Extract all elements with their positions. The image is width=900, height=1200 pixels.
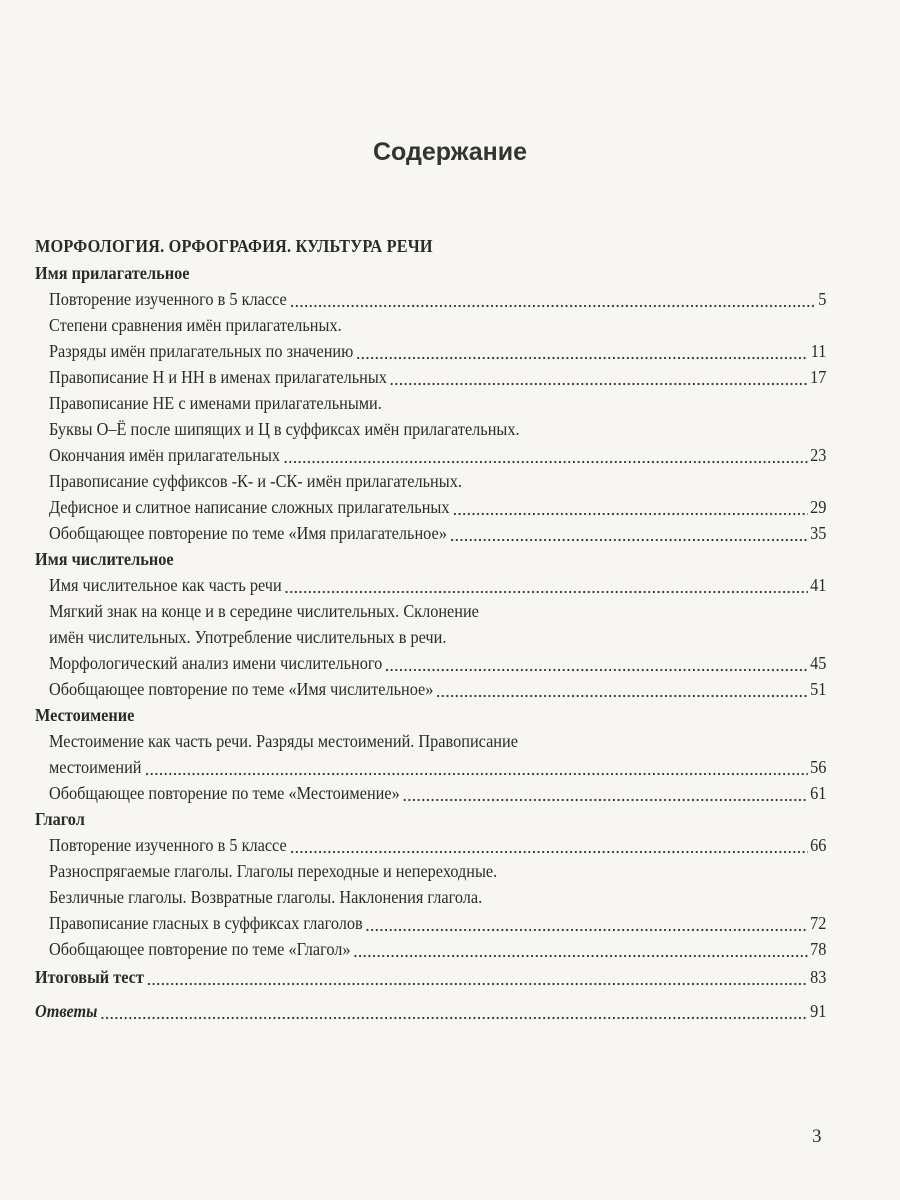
entry-page: 29 — [810, 497, 827, 517]
table-of-contents — [35, 232, 826, 1024]
entry-title: Имя числительное как часть речи — [48, 575, 282, 595]
entry-title: Морфологический анализ имени числительного — [48, 653, 383, 673]
entry-title: Разряды имён прилагательных по значению — [48, 341, 354, 361]
toc-entry — [35, 858, 826, 884]
page-number: 3 — [812, 1126, 822, 1147]
toc-entry[interactable] — [35, 572, 826, 598]
toc-entry[interactable] — [35, 832, 826, 858]
entry-title: Повторение изученного в 5 классе — [48, 835, 287, 855]
dot-leader — [147, 964, 808, 990]
entry-page: 5 — [818, 289, 827, 309]
entry-page: 45 — [810, 653, 827, 673]
entry-title: Обобщающее повторение по теме «Имя числительное» — [48, 679, 434, 699]
entry-title: Правописание НЕ с именами прилагательными. — [48, 393, 382, 413]
entry-title: Правописание гласных в суффиксах глаголов — [48, 913, 363, 933]
entry-title: Мягкий знак на конце и в середине числительных. Склонение — [48, 601, 479, 621]
section-heading: Местоимение — [35, 705, 135, 725]
toc-entry — [35, 390, 826, 416]
toc-entry[interactable] — [35, 936, 826, 962]
entry-title: Безличные глаголы. Возвратные глаголы. Наклонения глагола. — [48, 887, 483, 907]
toc-entry — [35, 468, 826, 494]
section-heading: Глагол — [35, 809, 85, 829]
entry-title: Местоимение как часть речи. Разряды местоимений. Правописание — [48, 731, 518, 751]
entry-title: имён числительных. Употребление числительных в речи. — [48, 627, 447, 647]
toc-entry — [35, 598, 826, 624]
entry-page: 23 — [810, 445, 827, 465]
toc-sections — [35, 260, 826, 962]
dot-leader — [353, 936, 807, 962]
entry-title: Степени сравнения имён прилагательных. — [48, 315, 342, 335]
entry-title: Обобщающее повторение по теме «Имя прилагательное» — [48, 523, 447, 543]
toc-entry — [35, 884, 826, 910]
entry-title: Обобщающее повторение по теме «Местоимение» — [48, 783, 400, 803]
entry-title: Правописание Н и НН в именах прилагательных — [48, 367, 387, 387]
entry-page: 35 — [810, 523, 827, 543]
toc-entry — [35, 416, 826, 442]
dot-leader — [144, 754, 807, 780]
dot-leader — [450, 520, 808, 546]
toc-entry — [35, 728, 826, 754]
toc-entry[interactable] — [35, 494, 826, 520]
page-title: Содержание — [372, 138, 528, 166]
toc-entry[interactable] — [35, 286, 826, 312]
section-heading: Имя прилагательное — [35, 263, 190, 283]
entry-title: Окончания имён прилагательных — [48, 445, 281, 465]
dot-leader — [284, 572, 807, 598]
entry-title: Разноспрягаемые глаголы. Глаголы переходные и непереходные. — [48, 861, 498, 881]
dot-leader — [289, 832, 807, 858]
entry-page: 91 — [810, 1001, 827, 1021]
dot-leader — [436, 676, 807, 702]
dot-leader — [356, 338, 808, 364]
dot-leader — [365, 910, 807, 936]
dot-leader — [452, 494, 807, 520]
toc-entry[interactable] — [35, 754, 826, 780]
entry-page: 61 — [810, 783, 827, 803]
toc-entry[interactable] — [35, 676, 826, 702]
entry-title: Буквы О–Ё после шипящих и Ц в суффиксах имён прилагательных. — [48, 419, 520, 439]
dot-leader — [390, 364, 808, 390]
entry-title: Итоговый тест — [35, 967, 144, 987]
toc-entry[interactable] — [35, 650, 826, 676]
dot-leader — [100, 998, 807, 1024]
toc-entry[interactable] — [35, 910, 826, 936]
part-heading: МОРФОЛОГИЯ. ОРФОГРАФИЯ. КУЛЬТУРА РЕЧИ — [35, 236, 433, 256]
entry-page: 41 — [810, 575, 827, 595]
entry-title: Правописание суффиксов -К- и -СК- имён прилагательных. — [48, 471, 462, 491]
entry-page: 66 — [810, 835, 827, 855]
toc-entry-final-test[interactable] — [35, 964, 826, 990]
section-heading: Имя числительное — [35, 549, 174, 569]
toc-entry[interactable] — [35, 442, 826, 468]
entry-title: Повторение изученного в 5 классе — [48, 289, 287, 309]
toc-entry[interactable] — [35, 520, 826, 546]
entry-page: 17 — [810, 367, 827, 387]
entry-title: Обобщающее повторение по теме «Глагол» — [48, 939, 351, 959]
entry-page: 72 — [810, 913, 827, 933]
entry-title: Дефисное и слитное написание сложных прилагательных — [48, 497, 450, 517]
entry-page: 51 — [810, 679, 827, 699]
toc-entry[interactable] — [35, 780, 826, 806]
entry-page: 83 — [810, 967, 827, 987]
entry-page: 56 — [810, 757, 827, 777]
dot-leader — [283, 442, 808, 468]
toc-entry — [35, 312, 826, 338]
toc-entry — [35, 624, 826, 650]
dot-leader — [289, 286, 815, 312]
entry-page: 78 — [810, 939, 827, 959]
entry-title: Ответы — [35, 1001, 98, 1021]
dot-leader — [403, 780, 808, 806]
entry-title: местоимений — [48, 757, 142, 777]
entry-page: 11 — [810, 341, 827, 361]
toc-entry-answers[interactable] — [35, 998, 826, 1024]
toc-entry[interactable] — [35, 338, 826, 364]
dot-leader — [385, 650, 807, 676]
toc-entry[interactable] — [35, 364, 826, 390]
